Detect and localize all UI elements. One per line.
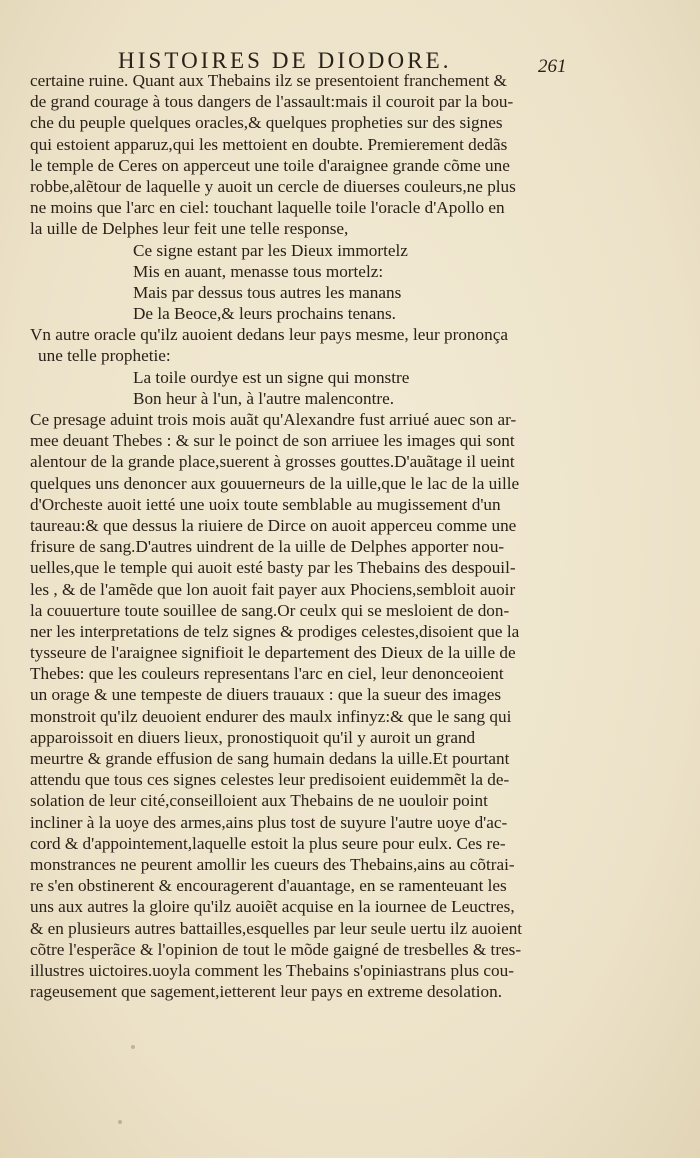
- text-line: uelles,que le temple qui auoit esté basty par les Thebains des despouil-: [30, 558, 516, 578]
- paragraph-1: [30, 70, 570, 240]
- text-line: un orage & une tempeste de diuers trauaux : que la sueur des images: [30, 685, 502, 705]
- text-line: la uille de Delphes leur feit une telle response,: [30, 219, 349, 239]
- text-line: meurtre & grande effusion de sang humain dedans la uille.Et pourtant: [30, 749, 510, 768]
- text-line: une telle prophetie:: [38, 346, 171, 366]
- page-number: 261: [538, 56, 567, 77]
- verse-line: Ce signe estant par les Dieux immortelz: [133, 240, 408, 260]
- text-line: & en plusieurs autres battailles,esquelles par leur seule uertu ilz auoient: [30, 918, 523, 938]
- text-line: ne moins que l'arc en ciel: touchant laquelle toile l'oracle d'Apollo en: [30, 198, 505, 218]
- text-line: che du peuple quelques oracles,& quelques propheties sur des signes: [30, 113, 503, 133]
- text-line: re s'en obstinerent & encouragerent d'auantage, en se ramenteuant les: [30, 876, 507, 896]
- oracle-verse-2: [30, 367, 570, 409]
- text-line: illustres uictoires.uoyla comment les Thebains s'opiniastrans plus cou-: [30, 960, 514, 980]
- ink-speck: [118, 1120, 122, 1124]
- text-line: de grand courage à tous dangers de l'assault:mais il couroit par la bou-: [30, 92, 514, 112]
- text-line: d'Orcheste auoit ietté une uoix toute semblable au mugissement d'un: [30, 494, 501, 514]
- text-line: cord & d'appointement,laquelle estoit la plus seure pour eulx. Ces re-: [30, 833, 506, 853]
- ink-speck: [131, 1045, 135, 1049]
- text-line: Thebes: que les couleurs representans l'arc en ciel, leur denonceoient: [30, 664, 504, 684]
- paragraph-2: [30, 324, 570, 366]
- verse-line: De la Beoce,& leurs prochains tenans.: [133, 304, 396, 324]
- text-line: mee deuant Thebes : & sur le poinct de son arriuee les images qui sont: [30, 431, 515, 451]
- text-line: monstrances ne peurent amollir les cueurs des Thebains,ains au cõtrai-: [30, 854, 515, 874]
- text-line: qui estoient apparuz,qui les mettoient en doubte. Premierement dedãs: [30, 134, 508, 154]
- text-line: apparoissoit en diuers lieux, pronostiquoit qu'il y auroit un grand: [30, 727, 476, 747]
- text-line: Ce presage aduint trois mois auãt qu'Alexandre fust arriué auec son ar-: [30, 410, 517, 429]
- body-text: [30, 70, 570, 1002]
- text-line: Vn autre oracle qu'ilz auoient dedans leur pays mesme, leur prononça: [30, 325, 508, 345]
- text-line: taureau:& que dessus la riuiere de Dirce on auoit apperceu comme une: [30, 515, 517, 535]
- oracle-verse-1: [30, 240, 570, 325]
- text-line: la couuerture toute souillee de sang.Or ceulx qui se mesloient de don-: [30, 600, 510, 620]
- text-line: frisure de sang.D'autres uindrent de la uille de Delphes apporter nou-: [30, 537, 505, 557]
- verse-line: La toile ourdye est un signe qui monstre: [133, 367, 410, 387]
- verse-line: Mis en auant, menasse tous mortelz:: [133, 261, 384, 281]
- text-line: ner les interpretations de telz signes & prodiges celestes,disoient que la: [30, 621, 520, 641]
- text-line: quelques uns denoncer aux gouuerneurs de la uille,que le lac de la uille: [30, 473, 520, 493]
- text-line: uns aux autres la gloire qu'ilz auoiẽt acquise en la iournee de Leuctres,: [30, 897, 515, 917]
- text-line: attendu que tous ces signes celestes leur predisoient euidemmẽt la de-: [30, 770, 510, 790]
- text-line: certaine ruine. Quant aux Thebains ilz se presentoient franchement &: [30, 71, 507, 90]
- text-line: les , & de l'amẽde que lon auoit fait payer aux Phociens,sembloit auoir: [30, 579, 516, 599]
- paragraph-3: [30, 409, 570, 1002]
- text-line: rageusement que sagement,ietterent leur pays en extreme desolation.: [30, 982, 502, 1002]
- verse-line: Mais par dessus tous autres les manans: [133, 282, 402, 302]
- text-line: alentour de la grande place,suerent à grosses gouttes.D'auãtage il ueint: [30, 452, 515, 472]
- text-line: monstroit qu'ilz deuoient endurer des maulx infinyz:& que le sang qui: [30, 706, 512, 726]
- running-title: HISTOIRES DE DIODORE.: [118, 48, 452, 73]
- text-line: cõtre l'esperãce & l'opinion de tout le mõde gaigné de tresbelles & tres-: [30, 939, 522, 959]
- verse-line: Bon heur à l'un, à l'autre malencontre.: [133, 388, 395, 408]
- text-line: robbe,alẽtour de laquelle y auoit un cercle de diuerses couleurs,ne plus: [30, 176, 516, 196]
- text-line: le temple de Ceres on apperceut une toile d'araignee grande cõme une: [30, 155, 510, 175]
- text-line: incliner à la uoye des armes,ains plus tost de suyure l'autre uoye d'ac-: [30, 812, 508, 832]
- text-line: solation de leur cité,conseilloient aux Thebains de ne uouloir point: [30, 791, 488, 811]
- text-line: tysseure de l'araignee signifioit le departement des Dieux de la uille de: [30, 643, 516, 663]
